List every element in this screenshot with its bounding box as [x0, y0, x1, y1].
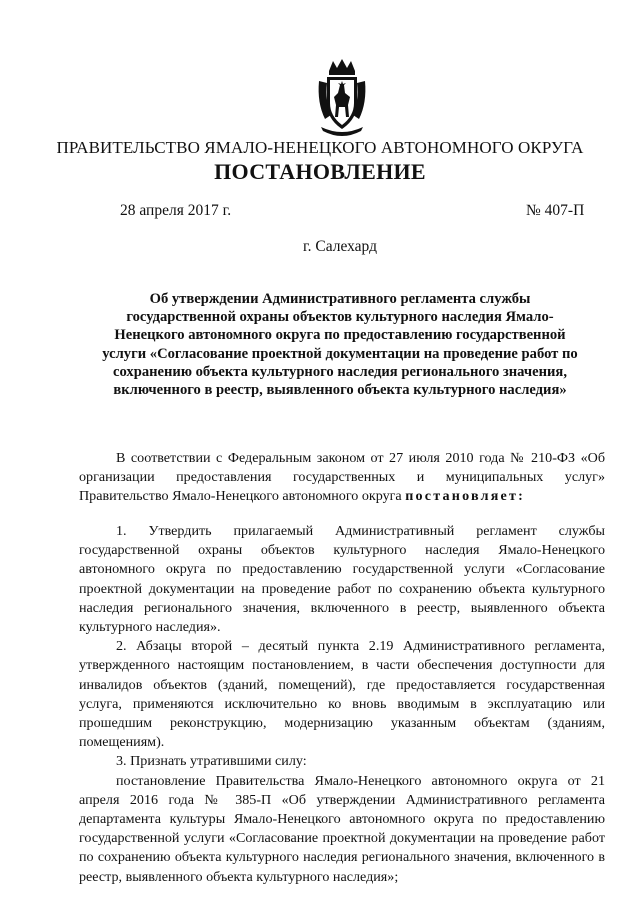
document-type: ПОСТАНОВЛЕНИЕ: [214, 159, 426, 184]
resolve-colon: :: [518, 488, 523, 505]
item-paragraph: 1. Утвердить прилагаемый Административный регламент службы государственной охраны объектов культурного наследия Ямало-Ненецкого автономного округа по предоставлению государственной услуги «Согласование проектной документации на проведение работ по сохранению объекта культурного наследия регионального значения, включенного в реестр, выявленного объекта культурного наследия».: [79, 523, 605, 636]
resolve-keyword: постановляет: [405, 488, 519, 505]
preamble-paragraph: [79, 449, 605, 507]
document-city: г. Салехард: [303, 238, 377, 255]
item-paragraph: постановление Правительства Ямало-Ненецкого автономного округа от 21 апреля 2016 года № 385-П «Об утверждении Административного регламента департамента культуры Ямало-Ненецкого автономного округа по предоставлению государственной услуги «Согласование проектной документации на проведение работ по сохранению объекта культурного наследия регионального значения, включенного в реестр, выявленного объекта культурного наследия»;: [79, 772, 605, 885]
item-paragraph: 2. Абзацы второй – десятый пункта 2.19 Административного регламента, утвержденного настоящим постановлением, в части обеспечения доступности для инвалидов объектов (зданий, помещений), где предоставляется государственная услуга, применяются исключительно ко вновь вводимым в эксплуатацию или прошедшим реконструкцию, модернизацию указанным объектам (зданиям, помещениям).: [79, 638, 605, 751]
item-paragraph: 3. Признать утратившими силу:: [116, 753, 307, 770]
preamble: [79, 449, 605, 507]
document-subject: Об утверждении Административного регламента службы государственной охраны объектов культурного наследия Ямало-Ненецкого автономного округа по предоставлению государственной услуги «Согласование проектной документации на проведение работ по сохранению объекта культурного наследия регионального значения, включенного в реестр, выявленного объекта культурного наследия»: [102, 291, 578, 399]
government-name: ПРАВИТЕЛЬСТВО ЯМАЛО-НЕНЕЦКОГО АВТОНОМНОГО ОКРУГА: [56, 138, 584, 157]
document-date: 28 апреля 2017 г.: [120, 202, 232, 219]
coat-of-arms-icon: [315, 57, 369, 137]
document-number: № 407-П: [526, 202, 585, 219]
document-items: [79, 522, 605, 887]
preamble-text: В соответствии с Федеральным законом от 27 июля 2010 года № 210-ФЗ «Об организации предоставления государственных и муниципальных услуг» Правительство Ямало-Ненецкого автономного округа: [79, 450, 605, 505]
